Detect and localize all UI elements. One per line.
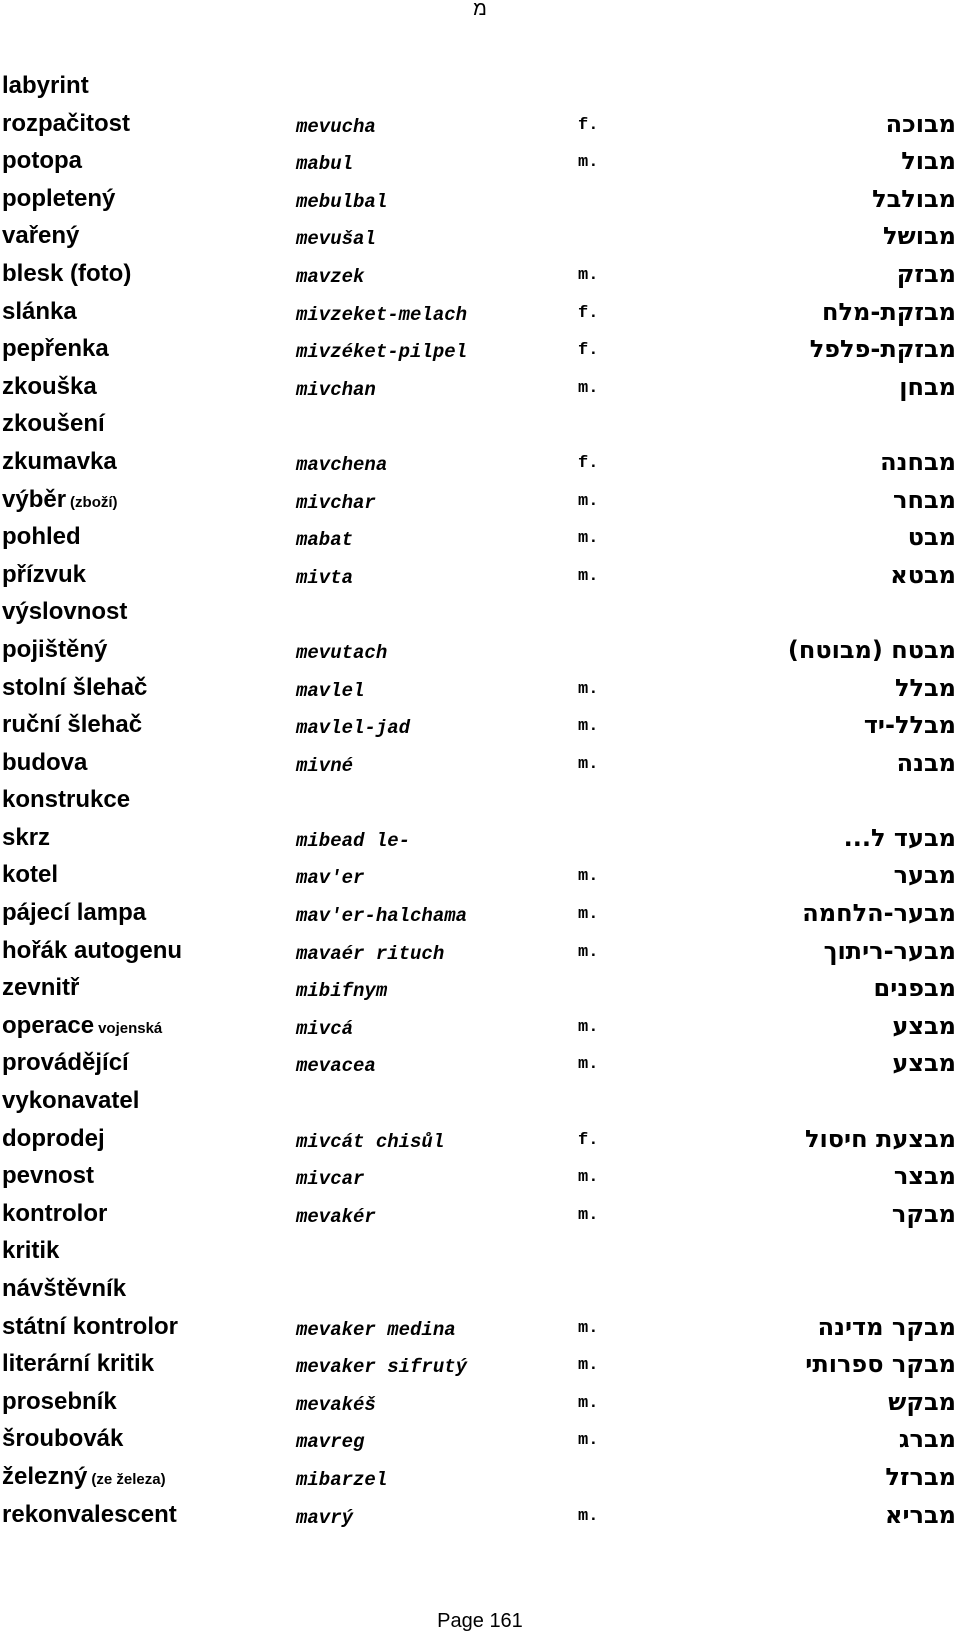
gender-marker: m. (578, 1356, 599, 1376)
czech-term (2, 1162, 94, 1190)
czech-word: prosebník (2, 1387, 117, 1415)
czech-word: operace (2, 1011, 95, 1039)
hebrew-term: מבול (901, 147, 956, 176)
czech-term (2, 373, 97, 401)
czech-word: pojištěný (2, 635, 108, 663)
czech-word: výslovnost (2, 598, 128, 626)
hebrew-term: מבט (907, 523, 956, 552)
czech-note: (zboží) (70, 493, 118, 511)
dictionary-row (0, 368, 960, 406)
dictionary-row (0, 293, 960, 331)
hebrew-term: מבנה (896, 748, 956, 777)
dictionary-row (0, 217, 960, 255)
transliteration: mevaker medina (296, 1318, 456, 1341)
gender-marker: m. (578, 529, 599, 549)
czech-term (2, 749, 87, 777)
czech-term (2, 110, 130, 138)
gender-marker: m. (578, 1017, 599, 1037)
hebrew-term: מבער (893, 861, 956, 890)
dictionary-row (0, 142, 960, 180)
dictionary-row (0, 105, 960, 143)
dictionary-row (0, 255, 960, 293)
dictionary-row (0, 1044, 960, 1082)
transliteration: mabul (296, 153, 354, 176)
czech-term (2, 1350, 154, 1378)
hebrew-term: מבקר מדינה (817, 1312, 956, 1341)
czech-word: ruční šlehač (2, 711, 143, 739)
czech-word: státní kontrolor (2, 1312, 179, 1340)
gender-marker: m. (578, 1318, 599, 1338)
dictionary-row (0, 631, 960, 669)
dictionary-row (0, 330, 960, 368)
transliteration: mavaér rituch (296, 942, 445, 965)
gender-marker: m. (578, 1393, 599, 1413)
czech-word: šroubovák (2, 1425, 124, 1453)
czech-word: pevnost (2, 1162, 95, 1190)
transliteration: mivcát chisůl (296, 1130, 445, 1153)
page-number: Page 161 (437, 1610, 523, 1632)
transliteration: mivné (296, 754, 354, 777)
hebrew-term: מבטא (890, 560, 956, 589)
czech-word: kontrolor (2, 1199, 108, 1227)
transliteration: mivta (296, 566, 354, 589)
czech-term (2, 1125, 105, 1153)
hebrew-term: מבחן (899, 372, 956, 401)
gender-marker: m. (578, 942, 599, 962)
czech-term (2, 711, 142, 739)
dictionary-row (0, 1420, 960, 1458)
hebrew-term: מבער-ריתוך (823, 936, 956, 965)
gender-marker: m. (578, 1506, 599, 1526)
czech-term (2, 1237, 59, 1265)
czech-word: pohled (2, 523, 81, 551)
czech-term (2, 824, 50, 852)
dictionary-row (0, 969, 960, 1007)
dictionary-row (0, 1383, 960, 1421)
czech-word: budova (2, 748, 88, 776)
dictionary-row (0, 781, 960, 819)
czech-term (2, 1012, 162, 1040)
czech-term (2, 861, 58, 889)
dictionary-row (0, 706, 960, 744)
czech-note: vojenská (98, 1019, 163, 1037)
transliteration: mivcar (296, 1168, 365, 1191)
czech-term (2, 674, 147, 702)
transliteration: mibifnym (296, 980, 388, 1003)
transliteration: mavlel (296, 679, 365, 702)
czech-term (2, 1087, 139, 1115)
czech-term (2, 410, 105, 438)
hebrew-term: מבצע (892, 1011, 956, 1040)
hebrew-term: מבלל-יד (863, 711, 956, 740)
hebrew-term: מבקש (888, 1387, 956, 1416)
gender-marker: m. (578, 1205, 599, 1225)
czech-word: pájecí lampa (2, 899, 147, 927)
gender-marker: m. (578, 679, 599, 699)
czech-term (2, 937, 182, 965)
czech-word: kritik (2, 1237, 60, 1265)
dictionary-row (0, 1270, 960, 1308)
dictionary-row (0, 405, 960, 443)
transliteration: mivcá (296, 1017, 354, 1040)
czech-word: zkoušení (2, 410, 105, 438)
czech-word: doprodej (2, 1124, 105, 1152)
dictionary-entries (0, 67, 960, 1533)
gender-marker: m. (578, 1055, 599, 1075)
czech-term (2, 486, 118, 514)
dictionary-row (0, 1458, 960, 1496)
transliteration: mav'er (296, 867, 365, 890)
hebrew-term: מברזל (885, 1462, 956, 1491)
czech-term (2, 1049, 129, 1077)
transliteration: mevakér (296, 1205, 376, 1228)
czech-word: pepřenka (2, 335, 109, 363)
czech-term (2, 1313, 178, 1341)
hebrew-term: מבצע (892, 1049, 956, 1078)
transliteration: mavlel-jad (296, 717, 411, 740)
dictionary-row (0, 1308, 960, 1346)
czech-word: labyrint (2, 72, 89, 99)
dictionary-row (0, 481, 960, 519)
czech-word: zkumavka (2, 447, 117, 475)
hebrew-term: מבושל (883, 222, 956, 251)
czech-term (2, 1425, 123, 1453)
czech-note: (ze železa) (91, 1470, 166, 1488)
dictionary-row (0, 593, 960, 631)
czech-term (2, 1501, 177, 1529)
czech-word: literární kritik (2, 1350, 155, 1378)
dictionary-row (0, 819, 960, 857)
czech-word: hořák autogenu (2, 936, 183, 964)
gender-marker: f. (578, 1130, 599, 1150)
czech-word: vykonavatel (2, 1087, 140, 1115)
czech-word: výběr (2, 485, 67, 513)
transliteration: mivchar (296, 491, 376, 514)
gender-marker: f. (578, 453, 599, 473)
hebrew-term: מבער-הלחמה (802, 899, 956, 928)
dictionary-row (0, 1195, 960, 1233)
czech-word: konstrukce (2, 786, 131, 814)
czech-term (2, 899, 146, 927)
gender-marker: f. (578, 303, 599, 323)
transliteration: mavreg (296, 1431, 365, 1454)
hebrew-term: מברג (898, 1425, 956, 1454)
dictionary-row (0, 518, 960, 556)
hebrew-term: מבצעת חיסול (804, 1124, 956, 1153)
czech-word: stolní šlehač (2, 673, 148, 701)
czech-term (2, 72, 89, 100)
czech-term (2, 974, 79, 1002)
hebrew-term: מבצר (893, 1162, 956, 1191)
czech-term (2, 561, 86, 589)
gender-marker: m. (578, 566, 599, 586)
dictionary-row (0, 1345, 960, 1383)
czech-word: provádějící (2, 1049, 129, 1077)
gender-marker: m. (578, 153, 599, 173)
dictionary-row (0, 1157, 960, 1195)
gender-marker: f. (578, 115, 599, 135)
czech-term (2, 222, 79, 250)
czech-term (2, 448, 117, 476)
czech-word: slánka (2, 297, 77, 325)
gender-marker: m. (578, 265, 599, 285)
hebrew-term: מבזקת-פלפל (809, 335, 956, 364)
czech-term (2, 1463, 166, 1491)
czech-term (2, 298, 77, 326)
czech-word: skrz (2, 823, 51, 851)
czech-term (2, 523, 81, 551)
transliteration: mibarzel (296, 1468, 388, 1491)
czech-word: kotel (2, 861, 59, 889)
gender-marker: f. (578, 341, 599, 361)
czech-term (2, 1200, 107, 1228)
dictionary-row (0, 669, 960, 707)
czech-word: železný (2, 1462, 88, 1490)
transliteration: mav'er-halchama (296, 905, 468, 928)
hebrew-term: מבזקת-מלח (821, 297, 956, 326)
hebrew-term: מבזק (896, 259, 956, 288)
hebrew-term: מבולבל (872, 184, 956, 213)
transliteration: mivzéket-pilpel (296, 341, 468, 364)
czech-word: popletený (2, 184, 116, 212)
transliteration: mevutach (296, 641, 388, 664)
transliteration: mevakéš (296, 1393, 376, 1416)
dictionary-row (0, 1232, 960, 1270)
gender-marker: m. (578, 1168, 599, 1188)
czech-term (2, 786, 130, 814)
czech-term (2, 260, 131, 288)
dictionary-row (0, 894, 960, 932)
hebrew-term: מבוכה (885, 109, 956, 138)
transliteration: mevušal (296, 228, 376, 251)
czech-term (2, 185, 115, 213)
czech-term (2, 147, 82, 175)
transliteration: mebulbal (296, 190, 388, 213)
transliteration: mevacea (296, 1055, 376, 1078)
transliteration: mibead le- (296, 829, 411, 852)
czech-term (2, 335, 109, 363)
czech-word: potopa (2, 147, 82, 175)
czech-word: zkouška (2, 372, 97, 400)
czech-term (2, 636, 107, 664)
czech-word: blesk (foto) (2, 259, 132, 287)
transliteration: mavchena (296, 453, 388, 476)
czech-word: vařený (2, 222, 80, 250)
dictionary-row (0, 1007, 960, 1045)
gender-marker: m. (578, 717, 599, 737)
dictionary-row (0, 180, 960, 218)
czech-term (2, 1388, 117, 1416)
transliteration: mavzek (296, 265, 365, 288)
transliteration: mabat (296, 529, 354, 552)
hebrew-term: מבלל (894, 673, 956, 702)
transliteration: mavrý (296, 1506, 354, 1529)
dictionary-row (0, 1120, 960, 1158)
transliteration: mivzeket-melach (296, 303, 468, 326)
dictionary-row (0, 1082, 960, 1120)
czech-word: přízvuk (2, 560, 87, 588)
dictionary-row (0, 443, 960, 481)
dictionary-row (0, 744, 960, 782)
transliteration: mevucha (296, 115, 376, 138)
gender-marker: m. (578, 754, 599, 774)
czech-word: návštěvník (2, 1275, 127, 1302)
gender-marker: m. (578, 905, 599, 925)
hebrew-term: מבפנים (873, 974, 956, 1003)
gender-marker: m. (578, 378, 599, 398)
hebrew-term: מבחנה (880, 447, 956, 476)
czech-word: rozpačitost (2, 109, 131, 137)
dictionary-row (0, 932, 960, 970)
transliteration: mivchan (296, 378, 376, 401)
hebrew-term: מבקר (891, 1199, 956, 1228)
dictionary-row (0, 67, 960, 105)
dictionary-row (0, 856, 960, 894)
hebrew-term: מבקר ספרותי (805, 1350, 956, 1379)
czech-term (2, 1275, 126, 1303)
gender-marker: m. (578, 1431, 599, 1451)
gender-marker: m. (578, 491, 599, 511)
czech-term (2, 598, 127, 626)
hebrew-term: מבריא (885, 1500, 956, 1529)
section-letter: מ (473, 0, 487, 20)
czech-word: zevnitř (2, 974, 80, 1002)
hebrew-term: מבחר (893, 485, 956, 514)
hebrew-term: מבטח (מבוטח) (787, 635, 956, 664)
dictionary-row (0, 556, 960, 594)
czech-word: rekonvalescent (2, 1500, 177, 1528)
dictionary-row (0, 1496, 960, 1534)
gender-marker: m. (578, 867, 599, 887)
transliteration: mevaker sifrutý (296, 1356, 468, 1379)
hebrew-term: מבעד ל... (843, 823, 956, 852)
